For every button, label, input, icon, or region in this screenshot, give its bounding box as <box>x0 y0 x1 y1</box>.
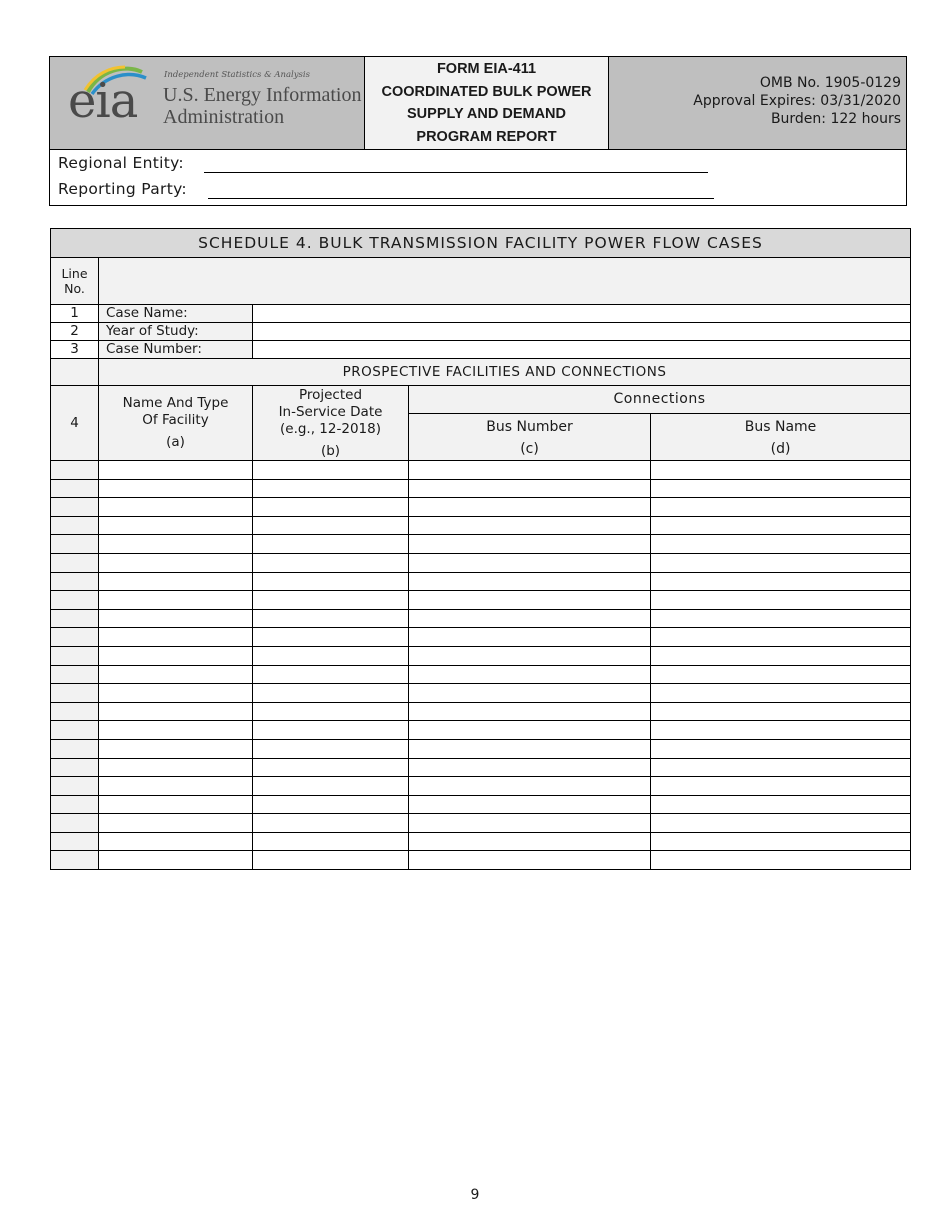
bus-number-cell[interactable] <box>409 646 651 665</box>
in-service-date-cell[interactable] <box>253 777 409 796</box>
in-service-date-cell[interactable] <box>253 461 409 480</box>
reporting-party-label: Reporting Party: <box>58 180 187 198</box>
facility-name-cell[interactable] <box>99 684 253 703</box>
table-row <box>51 851 911 870</box>
bus-number-cell[interactable] <box>409 609 651 628</box>
facility-name-cell[interactable] <box>99 461 253 480</box>
bus-number-cell[interactable] <box>409 832 651 851</box>
bus-number-cell[interactable] <box>409 814 651 833</box>
in-service-date-cell[interactable] <box>253 739 409 758</box>
bus-number-cell[interactable] <box>409 758 651 777</box>
line-number: 2 <box>51 323 99 341</box>
header-blank <box>99 258 911 305</box>
table-row <box>51 553 911 572</box>
line-number-cell <box>51 702 99 721</box>
bus-number-cell[interactable] <box>409 479 651 498</box>
bus-number-cell[interactable] <box>409 721 651 740</box>
bus-name-cell[interactable] <box>651 814 911 833</box>
bus-name-cell[interactable] <box>651 609 911 628</box>
facility-name-cell[interactable] <box>99 739 253 758</box>
bus-name-cell[interactable] <box>651 758 911 777</box>
table-row <box>51 628 911 647</box>
logo-tagline: Independent Statistics & Analysis <box>164 70 310 80</box>
form-header <box>49 56 907 206</box>
facility-name-cell[interactable] <box>99 498 253 517</box>
col-c-line: (c) <box>520 441 539 457</box>
case-name-label: Case Name: <box>99 305 253 323</box>
line-number-cell <box>51 739 99 758</box>
facility-name-cell[interactable] <box>99 758 253 777</box>
facility-name-cell[interactable] <box>99 851 253 870</box>
in-service-date-cell[interactable] <box>253 758 409 777</box>
schedule-title: SCHEDULE 4. BULK TRANSMISSION FACILITY POWER FLOW CASES <box>51 229 911 258</box>
in-service-date-cell[interactable] <box>253 721 409 740</box>
col-a-line: Name And Type <box>122 395 229 411</box>
form-title-line: FORM EIA-411 <box>436 61 537 77</box>
table-row <box>51 461 911 480</box>
bus-number-cell[interactable] <box>409 516 651 535</box>
table-row <box>51 516 911 535</box>
bus-number-cell[interactable] <box>409 684 651 703</box>
table-row <box>51 758 911 777</box>
line-number-cell <box>51 684 99 703</box>
line-number-cell <box>51 535 99 554</box>
bus-number-cell[interactable] <box>409 461 651 480</box>
case-number-field[interactable] <box>253 341 911 359</box>
line-number-cell <box>51 795 99 814</box>
bus-name-cell[interactable] <box>651 553 911 572</box>
reporting-party-field[interactable] <box>208 198 714 199</box>
bus-number-cell[interactable] <box>409 739 651 758</box>
facility-name-cell[interactable] <box>99 572 253 591</box>
line-number-cell <box>51 609 99 628</box>
bus-number-cell[interactable] <box>409 795 651 814</box>
bus-name-cell[interactable] <box>651 461 911 480</box>
table-row <box>51 795 911 814</box>
bus-number-cell[interactable] <box>409 702 651 721</box>
line-number-cell <box>51 665 99 684</box>
facility-name-cell[interactable] <box>99 535 253 554</box>
in-service-date-cell[interactable] <box>253 591 409 610</box>
col-d-header <box>651 414 911 461</box>
col-b-header <box>253 386 409 461</box>
facility-name-cell[interactable] <box>99 609 253 628</box>
table-row <box>51 646 911 665</box>
line-no-label: No. <box>64 281 85 296</box>
eia-logo <box>50 57 365 149</box>
table-row <box>51 684 911 703</box>
col-b-line: (b) <box>320 442 341 459</box>
logo-agency-name <box>163 84 362 128</box>
facility-name-cell[interactable] <box>99 591 253 610</box>
facility-name-cell[interactable] <box>99 646 253 665</box>
bus-number-cell[interactable] <box>409 665 651 684</box>
facility-name-cell[interactable] <box>99 777 253 796</box>
col-c-header <box>409 414 651 461</box>
bus-name-cell[interactable] <box>651 479 911 498</box>
table-row <box>51 498 911 517</box>
bus-name-cell[interactable] <box>651 795 911 814</box>
in-service-date-cell[interactable] <box>253 572 409 591</box>
facility-name-cell[interactable] <box>99 832 253 851</box>
line-number-cell <box>51 553 99 572</box>
table-row <box>51 572 911 591</box>
col-a-line: Of Facility <box>142 412 209 428</box>
line-number: 1 <box>51 305 99 323</box>
bus-name-cell[interactable] <box>651 832 911 851</box>
form-title-line: PROGRAM REPORT <box>416 128 557 145</box>
in-service-date-cell[interactable] <box>253 553 409 572</box>
bus-number-cell[interactable] <box>409 851 651 870</box>
table-row <box>51 479 911 498</box>
col-a-line: (a) <box>166 434 185 450</box>
schedule-table <box>50 228 911 870</box>
line-number-cell <box>51 628 99 647</box>
line-number-cell <box>51 461 99 480</box>
form-title-line: SUPPLY AND DEMAND <box>407 106 566 122</box>
facility-name-cell[interactable] <box>99 553 253 572</box>
bus-name-cell[interactable] <box>651 777 911 796</box>
regional-entity-label: Regional Entity: <box>58 154 184 172</box>
bus-name-cell[interactable] <box>651 684 911 703</box>
table-row <box>51 721 911 740</box>
burden-hours: Burden: 122 hours <box>770 111 901 127</box>
col-b-line: In-Service Date <box>278 403 383 420</box>
table-row <box>51 814 911 833</box>
facility-name-cell[interactable] <box>99 628 253 647</box>
facility-rows <box>51 461 911 870</box>
bus-name-cell[interactable] <box>651 739 911 758</box>
in-service-date-cell[interactable] <box>253 498 409 517</box>
year-of-study-label: Year of Study: <box>99 323 253 341</box>
facility-name-cell[interactable] <box>99 479 253 498</box>
logo-wordmark: eia <box>68 73 138 129</box>
col-d-line: (d) <box>770 441 791 457</box>
table-row <box>51 591 911 610</box>
line-no-label: Line <box>61 266 88 281</box>
bus-name-cell[interactable] <box>651 516 911 535</box>
omb-info <box>609 57 906 149</box>
facility-name-cell[interactable] <box>99 721 253 740</box>
col-b-line: Projected <box>298 386 363 403</box>
line-number-cell <box>51 832 99 851</box>
table-row <box>51 535 911 554</box>
col-c-line: Bus Number <box>486 419 573 435</box>
table-row <box>51 777 911 796</box>
section-blank <box>51 359 99 386</box>
bus-name-cell[interactable] <box>651 535 911 554</box>
table-row <box>51 832 911 851</box>
table-row <box>51 305 911 323</box>
bus-number-cell[interactable] <box>409 591 651 610</box>
in-service-date-cell[interactable] <box>253 851 409 870</box>
section-title: PROSPECTIVE FACILITIES AND CONNECTIONS <box>99 359 911 386</box>
bus-name-cell[interactable] <box>651 591 911 610</box>
in-service-date-cell[interactable] <box>253 479 409 498</box>
line-number-cell <box>51 777 99 796</box>
line-no-header <box>51 258 99 305</box>
bus-name-cell[interactable] <box>651 498 911 517</box>
in-service-date-cell[interactable] <box>253 702 409 721</box>
bus-number-cell[interactable] <box>409 498 651 517</box>
form-title <box>365 57 609 149</box>
line-number-cell <box>51 591 99 610</box>
bus-number-cell[interactable] <box>409 628 651 647</box>
bus-name-cell[interactable] <box>651 851 911 870</box>
table-row <box>51 702 911 721</box>
bus-number-cell[interactable] <box>409 535 651 554</box>
approval-expires: Approval Expires: 03/31/2020 <box>693 93 901 109</box>
header-top-row <box>50 57 906 150</box>
line-number: 4 <box>51 386 99 461</box>
line-number-cell <box>51 758 99 777</box>
line-number: 3 <box>51 341 99 359</box>
facility-name-cell[interactable] <box>99 814 253 833</box>
table-row <box>51 739 911 758</box>
form-title-line: COORDINATED BULK POWER <box>381 83 592 100</box>
bus-name-cell[interactable] <box>651 721 911 740</box>
in-service-date-cell[interactable] <box>253 609 409 628</box>
omb-number: OMB No. 1905-0129 <box>759 75 901 91</box>
line-number-cell <box>51 721 99 740</box>
in-service-date-cell[interactable] <box>253 814 409 833</box>
table-row <box>51 665 911 684</box>
in-service-date-cell[interactable] <box>253 795 409 814</box>
line-number-cell <box>51 572 99 591</box>
case-name-field[interactable] <box>253 305 911 323</box>
in-service-date-cell[interactable] <box>253 535 409 554</box>
col-b-line: (e.g., 12-2018) <box>280 420 381 437</box>
col-d-line: Bus Name <box>744 419 817 435</box>
line-number-cell <box>51 646 99 665</box>
connections-header: Connections <box>409 386 911 414</box>
facility-name-cell[interactable] <box>99 516 253 535</box>
year-of-study-field[interactable] <box>253 323 911 341</box>
case-number-label: Case Number: <box>99 341 253 359</box>
facility-name-cell[interactable] <box>99 702 253 721</box>
col-a-header <box>99 386 253 461</box>
in-service-date-cell[interactable] <box>253 665 409 684</box>
bus-name-cell[interactable] <box>651 665 911 684</box>
regional-entity-field[interactable] <box>204 172 708 173</box>
in-service-date-cell[interactable] <box>253 628 409 647</box>
bus-number-cell[interactable] <box>409 777 651 796</box>
agency-line: U.S. Energy Information <box>163 84 362 106</box>
table-row <box>51 341 911 359</box>
table-row <box>51 323 911 341</box>
table-row <box>51 609 911 628</box>
line-number-cell <box>51 851 99 870</box>
facility-name-cell[interactable] <box>99 795 253 814</box>
line-number-cell <box>51 814 99 833</box>
bus-number-cell[interactable] <box>409 553 651 572</box>
line-number-cell <box>51 479 99 498</box>
in-service-date-cell[interactable] <box>253 832 409 851</box>
line-number-cell <box>51 516 99 535</box>
facility-name-cell[interactable] <box>99 665 253 684</box>
page-number: 9 <box>470 1187 480 1203</box>
in-service-date-cell[interactable] <box>253 684 409 703</box>
bus-name-cell[interactable] <box>651 628 911 647</box>
agency-line: Administration <box>163 106 285 128</box>
in-service-date-cell[interactable] <box>253 646 409 665</box>
line-number-cell <box>51 498 99 517</box>
bus-name-cell[interactable] <box>651 646 911 665</box>
bus-name-cell[interactable] <box>651 572 911 591</box>
bus-name-cell[interactable] <box>651 702 911 721</box>
in-service-date-cell[interactable] <box>253 516 409 535</box>
bus-number-cell[interactable] <box>409 572 651 591</box>
